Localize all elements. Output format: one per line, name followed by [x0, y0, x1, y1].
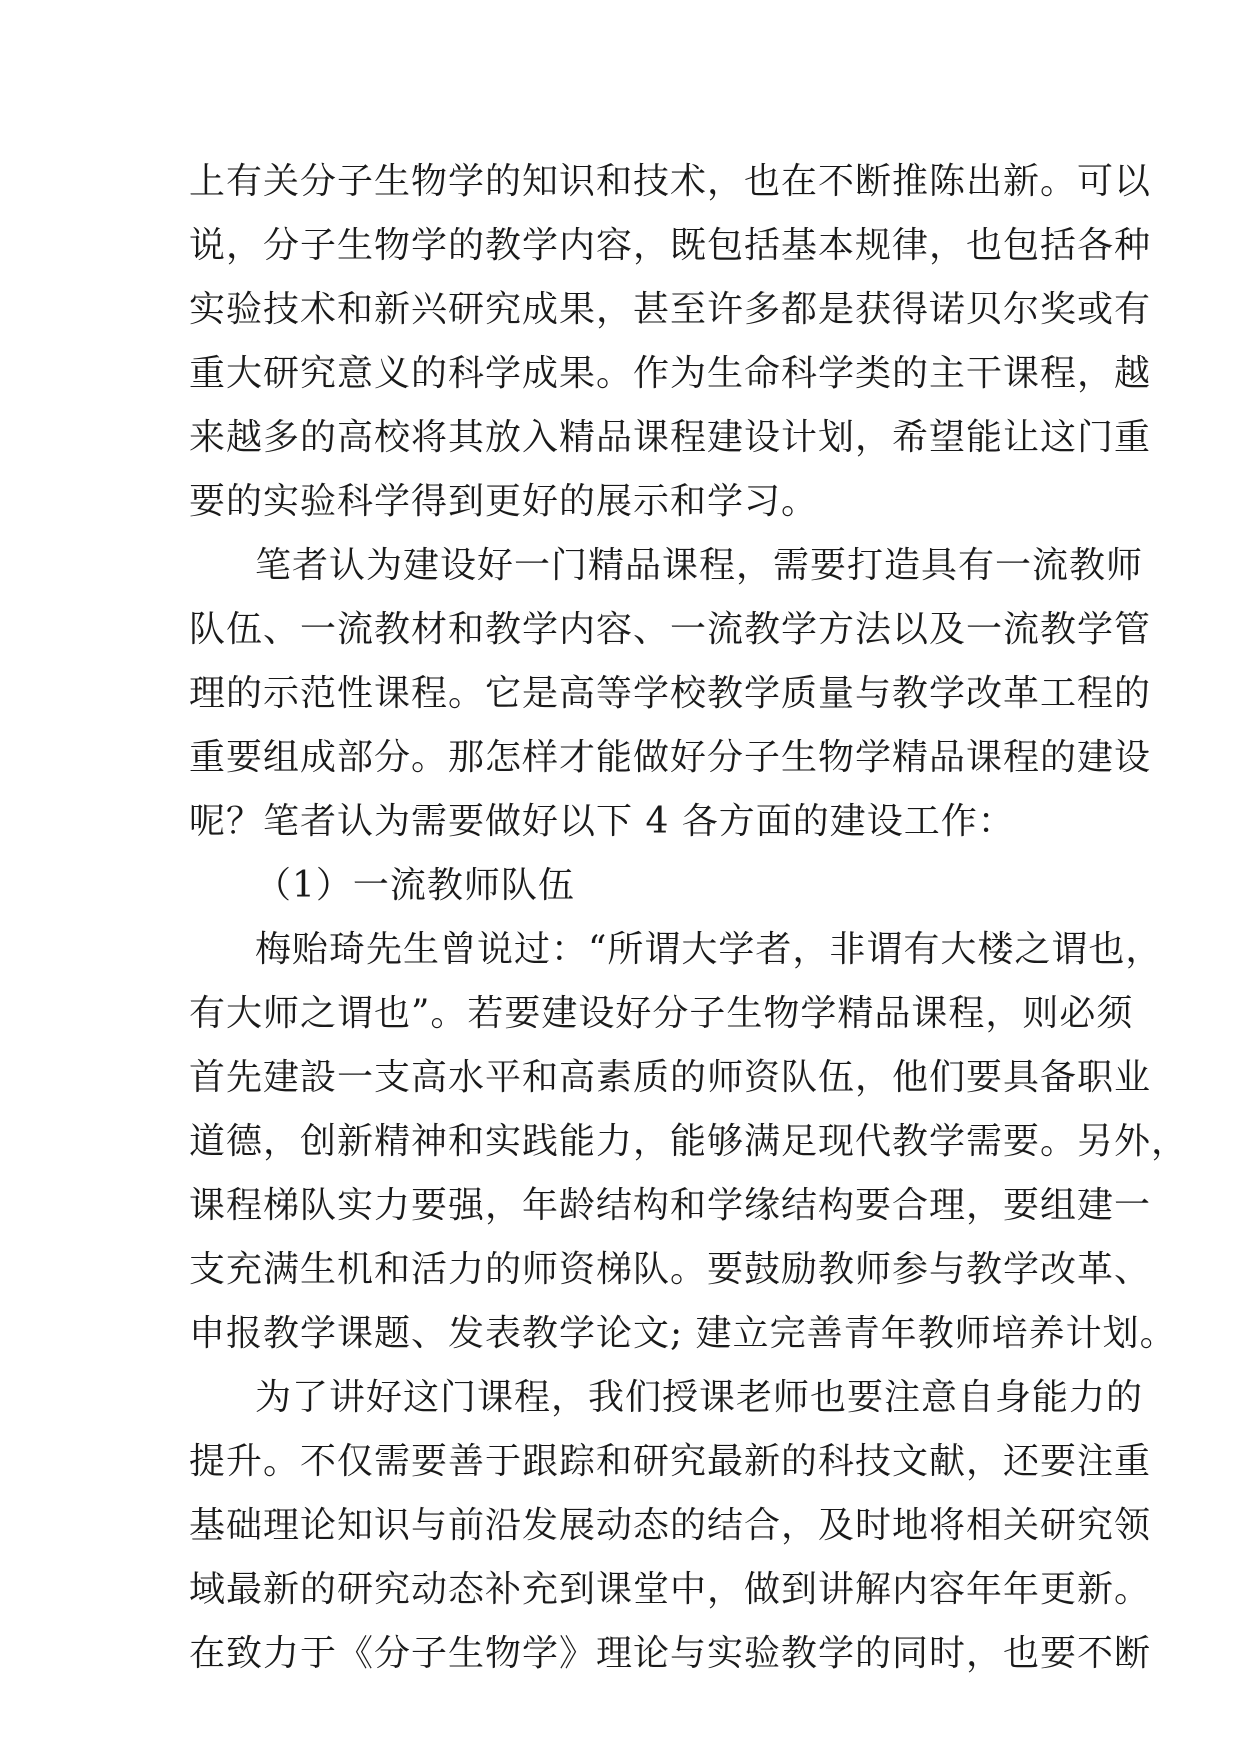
paragraph-line: 上有关分子生物学的知识和技术，也在不断推陈出新。可以	[189, 161, 1152, 202]
paragraph-line: 道德，创新精神和实践能力，能够满足现代教学需要。另外，	[189, 1121, 1189, 1162]
section-heading: （1）一流教师队伍	[255, 865, 575, 906]
paragraph-line: 笔者认为建设好一门精品课程，需要打造具有一流教师	[255, 545, 1144, 586]
paragraph-line: 呢？笔者认为需要做好以下 4 各方面的建设工作：	[189, 801, 1015, 842]
paragraph-line: 首先建設一支高水平和高素质的师资队伍，他们要具备职业	[189, 1057, 1152, 1098]
paragraph-line: 基础理论知识与前沿发展动态的结合，及时地将相关研究领	[189, 1505, 1152, 1546]
paragraph-line: 支充满生机和活力的师资梯队。要鼓励教师参与教学改革、	[189, 1249, 1152, 1290]
paragraph-line: 实验技术和新兴研究成果，甚至许多都是获得诺贝尔奖或有	[189, 289, 1152, 330]
paragraph-line: 有大师之谓也”。若要建设好分子生物学精品课程，则必须	[189, 993, 1134, 1034]
paragraph-line: 梅贻琦先生曾说过：“所谓大学者，非谓有大楼之谓也，	[255, 929, 1163, 970]
paragraph-line: 队伍、一流教材和教学内容、一流教学方法以及一流教学管	[189, 609, 1152, 650]
paragraph-line: 重大研究意义的科学成果。作为生命科学类的主干课程，越	[189, 353, 1152, 394]
paragraph-line: 重要组成部分。那怎样才能做好分子生物学精品课程的建设	[189, 737, 1152, 778]
paragraph-line: 来越多的高校将其放入精品课程建设计划，希望能让这门重	[189, 417, 1152, 458]
paragraph-line: 理的示范性课程。它是高等学校教学质量与教学改革工程的	[189, 673, 1152, 714]
paragraph-line: 域最新的研究动态补充到课堂中，做到讲解内容年年更新。	[189, 1569, 1152, 1610]
paragraph-line: 为了讲好这门课程，我们授课老师也要注意自身能力的	[255, 1377, 1144, 1418]
paragraph-line: 说，分子生物学的教学内容，既包括基本规律，也包括各种	[189, 225, 1152, 266]
paragraph-line: 要的实验科学得到更好的展示和学习。	[189, 481, 819, 522]
paragraph-line: 提升。不仅需要善于跟踪和研究最新的科技文献，还要注重	[189, 1441, 1152, 1482]
paragraph-line: 在致力于《分子生物学》理论与实验教学的同时，也要不断	[189, 1633, 1152, 1674]
paragraph-line: 申报教学课题、发表教学论文; 建立完善青年教师培养计划。	[189, 1313, 1177, 1354]
document-body	[189, 150, 1189, 1686]
paragraph-line: 课程梯队实力要强，年龄结构和学缘结构要合理，要组建一	[189, 1185, 1152, 1226]
